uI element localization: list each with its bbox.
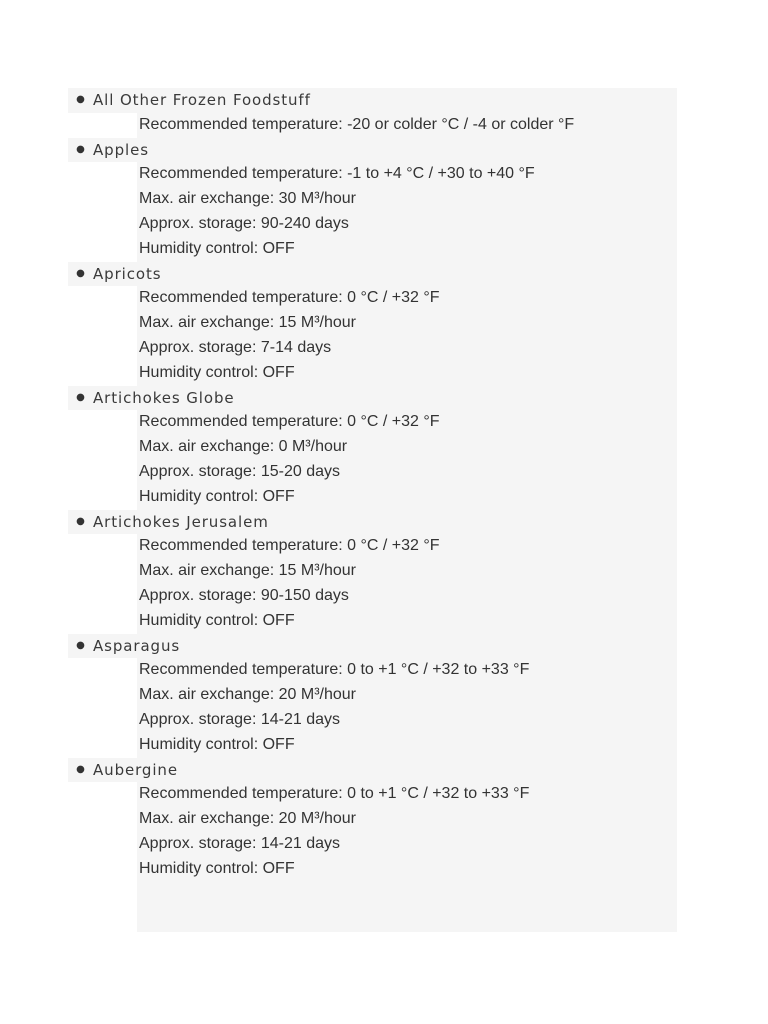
detail-storage: Approx. storage: 14-21 days	[139, 710, 341, 728]
bullet-icon: ●	[76, 391, 85, 403]
item-details	[68, 658, 677, 757]
detail-humidity: Humidity control: OFF	[139, 859, 295, 877]
list-item-heading	[68, 386, 677, 411]
list-item	[68, 262, 677, 386]
list-item	[68, 88, 677, 138]
item-name: Apricots	[93, 264, 162, 283]
detail-temperature: Recommended temperature: 0 °C / +32 °F	[139, 413, 440, 431]
detail-humidity: Humidity control: OFF	[139, 611, 295, 629]
detail-storage: Approx. storage: 7-14 days	[139, 338, 332, 356]
detail-temperature: Recommended temperature: 0 to +1 °C / +32 to +33 °F	[139, 661, 530, 679]
item-name: Apples	[93, 140, 149, 159]
bullet-icon: ●	[76, 515, 85, 527]
list-item-heading	[68, 88, 677, 113]
detail-air-exchange: Max. air exchange: 15 M³/hour	[139, 314, 356, 332]
detail-humidity: Humidity control: OFF	[139, 735, 295, 753]
list-item	[68, 138, 677, 262]
bullet-icon: ●	[76, 763, 85, 775]
detail-storage: Approx. storage: 90-240 days	[139, 214, 349, 232]
list-item-heading	[68, 510, 677, 535]
list-item-heading	[68, 138, 677, 163]
list-item	[68, 510, 677, 634]
list-item-heading	[68, 758, 677, 783]
item-details	[68, 534, 677, 633]
item-details	[68, 113, 677, 138]
detail-storage: Approx. storage: 90-150 days	[139, 586, 349, 604]
detail-storage: Approx. storage: 14-21 days	[139, 834, 341, 852]
bullet-icon: ●	[76, 639, 85, 651]
bullet-icon: ●	[76, 94, 85, 105]
detail-humidity: Humidity control: OFF	[139, 363, 295, 381]
item-name: All Other Frozen Foodstuff	[93, 91, 311, 109]
detail-humidity: Humidity control: OFF	[139, 487, 295, 505]
detail-air-exchange: Max. air exchange: 0 M³/hour	[139, 438, 348, 456]
bullet-icon: ●	[76, 143, 85, 155]
item-name: Artichokes Globe	[93, 388, 235, 407]
detail-air-exchange: Max. air exchange: 30 M³/hour	[139, 190, 356, 208]
item-name: Asparagus	[93, 636, 181, 655]
list-item	[68, 386, 677, 510]
item-details	[68, 782, 677, 881]
list-item-heading	[68, 262, 677, 287]
detail-temperature: Recommended temperature: -1 to +4 °C / +30 to +40 °F	[139, 165, 535, 183]
detail-temperature: Recommended temperature: 0 to +1 °C / +32 to +33 °F	[139, 785, 530, 803]
detail-storage: Approx. storage: 15-20 days	[139, 462, 341, 480]
item-details	[68, 162, 677, 261]
detail-temperature: Recommended temperature: -20 or colder °C / -4 or colder °F	[139, 115, 575, 133]
produce-list	[68, 88, 677, 882]
list-item	[68, 758, 677, 882]
item-name: Aubergine	[93, 760, 178, 779]
detail-temperature: Recommended temperature: 0 °C / +32 °F	[139, 537, 440, 555]
list-item	[68, 634, 677, 758]
item-details	[68, 410, 677, 509]
detail-air-exchange: Max. air exchange: 20 M³/hour	[139, 810, 356, 828]
detail-temperature: Recommended temperature: 0 °C / +32 °F	[139, 289, 440, 307]
item-details	[68, 286, 677, 385]
detail-humidity: Humidity control: OFF	[139, 239, 295, 257]
list-item-heading	[68, 634, 677, 659]
detail-air-exchange: Max. air exchange: 15 M³/hour	[139, 562, 356, 580]
item-name: Artichokes Jerusalem	[93, 512, 269, 531]
detail-air-exchange: Max. air exchange: 20 M³/hour	[139, 686, 356, 704]
bullet-icon: ●	[76, 267, 85, 279]
